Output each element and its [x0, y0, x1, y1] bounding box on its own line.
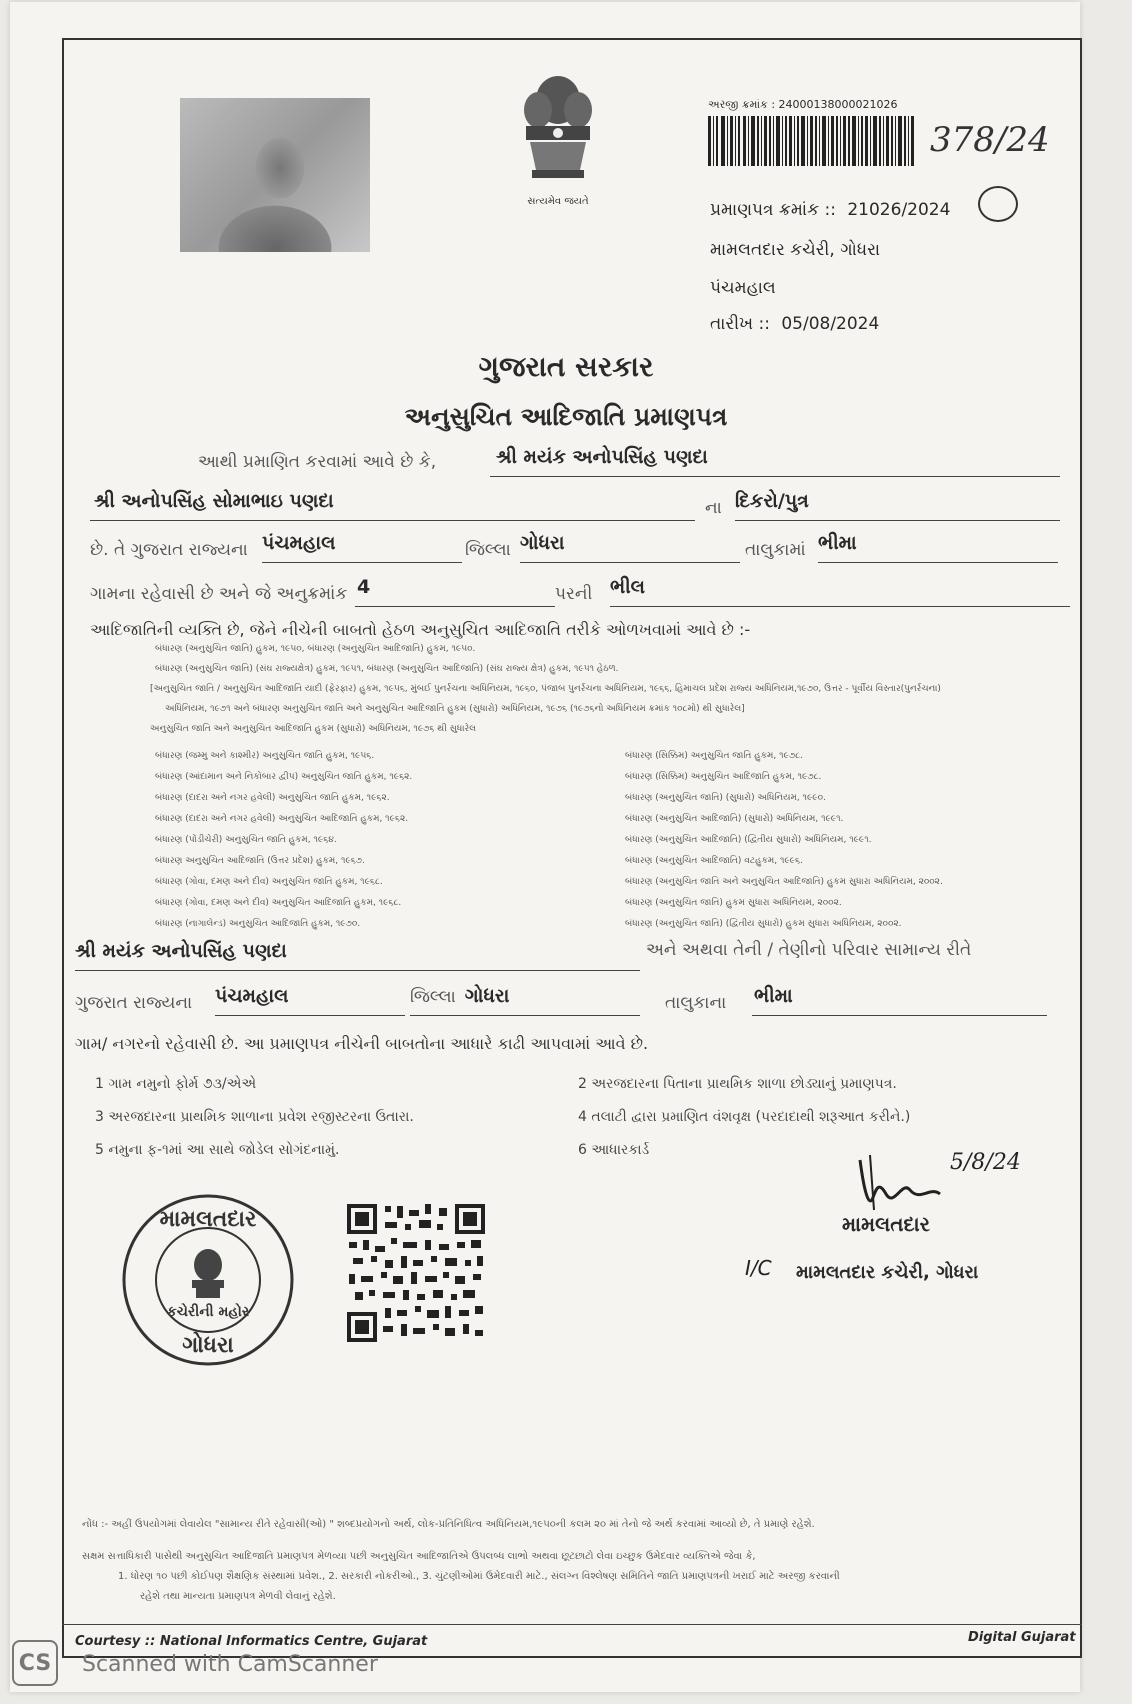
note-line: રહેશે તથા માન્યતા પ્રમાણપત્ર મેળવી લેવાનું રહેશે.: [140, 1591, 336, 1602]
camscanner-logo-icon: CS: [12, 1640, 58, 1686]
district: પંચમહાલ: [262, 532, 336, 554]
fine-line: બંધારણ (અનુસુચિત જાતિ) (સંઘ રાજ્યક્ષેત્ર) હુકમ, ૧૯૫૧, બંધારણ (અનુસુચિત આદિજાતિ) (સંઘ રાજ્ય ક્ષેત્ર) હુકમ, ૧૯૫૧ હેઠળ.: [155, 664, 619, 674]
handwritten-sign-date: 5/8/24: [950, 1150, 1021, 1175]
applicant-line: [490, 446, 1060, 477]
date-row: [710, 314, 879, 334]
taluka2-line: [410, 985, 640, 1016]
fine-line: અનુસુચિત જાતિ અને અનુસુચિત આદિજાતિ હુકમ (સુધારો) અધિનિયમ, ૧૯૭૬ થી સુધારેલ: [150, 724, 476, 734]
digital-gujarat-brand: Digital Gujarat: [968, 1630, 1076, 1645]
application-number-row: [708, 98, 898, 112]
talukana-label: તાલુકાના: [665, 993, 727, 1013]
handwritten-reference: 378/24: [930, 120, 1050, 160]
document-item: 4 તલાટી દ્વારા પ્રમાણિત વંશવૃક્ષ (પરદાદાથી શરૂઆત કરીને.): [578, 1109, 911, 1125]
fine-left-item: બંધારણ (દાદરા અને નગર હવેલી) અનુસુચિત આદિજાતિ હુકમ, ૧૯૬૨.: [155, 814, 409, 824]
taluka-2: ગોધરા: [464, 985, 510, 1007]
fine-left-item: બંધારણ અનુસુચિત આદિજાતિ (ઉત્તર પ્રદેશ) હુકમ, ૧૯૬૭.: [155, 856, 365, 866]
fine-line: [અનુસુચિત જાતિ / અનુસુચિત આદિજાતિ યાદી (ફેરફાર) હુકમ, ૧૯૫૬, મુંબઈ પુનર્રચના અધિનિયમ, ૧૯૬૦, પંજાબ પુનર્રચના અધિનિયમ, ૧૯૬૬, હિમાચલ પ્રદેશ રાજ્ય અધિનિયમ,૧૯૭૦, ઉત્તર - પૂર્વીય વિસ્તાર(પુનર્રચના): [150, 684, 941, 694]
state-prefix: છે. તે ગુજરાત રાજ્યના: [90, 540, 248, 560]
fine-right-item: બંધારણ (અનુસુચિત જાતિ) (દ્વિતીય સુધારો) હુકમ સુધારા અધિનિયમ, ૨૦૦૨.: [625, 919, 902, 929]
document-item: 1 ગામ નમુનો ફોર્મ ૭૩/એએ: [95, 1076, 257, 1092]
fine-left-item: બંધારણ (ગોવા, દમણ અને દીવ) અનુસુચિત આદિજાતિ હુકમ, ૧૯૬૮.: [155, 898, 402, 908]
document-item: 3 અરજદારના પ્રાથમિક શાળાના પ્રવેશ રજીસ્ટરના ઉતારા.: [95, 1109, 414, 1125]
emblem-motto: સત્યમેવ જયતે: [527, 196, 589, 207]
certificate-title: અનુસુચિત આદિજાતિ પ્રમાણપત્ર: [404, 402, 728, 431]
fine-left-item: બંધારણ (ગોવા, દમણ અને દીવ) અનુસુચિત જાતિ હુકમ, ૧૯૬૮.: [155, 877, 383, 887]
fine-right-item: બંધારણ (અનુસુચિત જાતિ) (સુધારો) અધિનિયમ, ૧૯૯૦.: [625, 793, 826, 803]
serial-line: [355, 576, 555, 607]
note-line: નોંધ :- અહીં ઉપયોગમાં લેવાયેલ "સામાન્ય રીતે રહેવાસી(ઓ) " શબ્દપ્રયોગનો અર્થ, લોક-પ્રતિનિધિત્વ અધિનિયમ,૧૯૫૦ની કલમ ૨૦ માં તેનો જે અર્થ કરવામાં આવ્યો છે, તે પ્રમાણે રહેશે.: [82, 1519, 815, 1530]
certificate-number-row: [710, 200, 950, 220]
jilla-label: જિલ્લા: [465, 540, 511, 560]
application-number: 24000138000021026: [778, 98, 898, 111]
office-seal-stamp: [118, 1190, 298, 1370]
fine-right-item: બંધારણ (સિક્કિમ) અનુસુચિત જાતિ હુકમ, ૧૯૭૮.: [625, 751, 803, 761]
basis-text: ગામ/ નગરનો રહેવાસી છે. આ પ્રમાણપત્ર નીચેની બાબતોના આધારે કાઢી આપવામાં આવે છે.: [75, 1034, 649, 1053]
courtesy-text: Courtesy :: National Informatics Centre, Gujarat: [75, 1634, 428, 1649]
applicant-photo: [180, 98, 370, 252]
district-2: પંચમહાલ: [215, 985, 289, 1007]
resident-text: ગામના રહેવાસી છે અને જે અનુક્રમાંક: [90, 584, 348, 604]
document-item: 2 અરજદારના પિતાના પ્રાથમિક શાળા છોડ્યાનું પ્રમાણપત્ર.: [578, 1076, 897, 1092]
document-item: 6 આધારકાર્ડ: [578, 1142, 650, 1158]
taluka: ગોધરા: [520, 532, 565, 554]
office-name: મામલતદાર કચેરી, ગોધરા: [710, 240, 881, 260]
fine-left-item: બંધારણ (પોંડીચેરી) અનુસુચિત જાતિ હુકમ, ૧૯૬૪.: [155, 835, 337, 845]
father-name: શ્રી અનોપસિંહ સોમાભાઇ પણદા: [94, 490, 334, 512]
certificate-number-label: પ્રમાણપત્ર ક્રમાંક ::: [710, 200, 836, 220]
application-number-label: અરજી ક્રમાંક :: [708, 98, 776, 111]
document-item: 5 નમુના ફ-૧માં આ સાથે જોડેલ સોગંદનામું.: [95, 1142, 340, 1158]
state-prefix-2: ગુજરાત રાજ્યના: [75, 993, 193, 1013]
parni-label: પરની: [555, 584, 593, 604]
government-title: ગુજરાત સરકાર: [478, 350, 654, 383]
fine-left-item: બંધારણ (નાગાલેન્ડ) અનુસુચિત આદિજાતિ હુકમ, ૧૯૭૦.: [155, 919, 361, 929]
village-line: [818, 532, 1058, 563]
father-line: [90, 490, 695, 521]
fine-right-item: બંધારણ (અનુસુચિત આદિજાતિ) વટહુકમ, ૧૯૯૬.: [625, 856, 803, 866]
relation-line: [735, 490, 1060, 521]
village2-line: [752, 985, 1047, 1016]
signatory-office: મામલતદાર કચેરી, ગોધરા: [796, 1262, 979, 1283]
district-line: [262, 532, 462, 563]
jilla-label-2: જિલ્લા: [410, 987, 456, 1007]
relation: દિકરો/પુત્ર: [735, 490, 809, 512]
district2-line: [215, 985, 405, 1016]
footer-divider: [62, 1624, 1082, 1625]
fine-left-item: બંધારણ (આંદામાન અને નિકોબાર દ્વીપ) અનુસુચિત જાતિ હુકમ, ૧૯૬૨.: [155, 772, 413, 782]
district-name: પંચમહાલ: [710, 278, 776, 298]
na-label: ના: [705, 498, 722, 518]
signatory-designation: મામલતદાર: [842, 1212, 930, 1236]
serial-number: 4: [357, 576, 371, 598]
fine-left-item: બંધારણ (દાદરા અને નગર હવેલી) અનુસુચિત જાતિ હુકમ, ૧૯૬૨.: [155, 793, 390, 803]
applicant-name-2: શ્રી મયંક અનોપસિંહ પણદા: [75, 940, 287, 962]
certificate-frame: [62, 38, 1082, 1658]
fine-right-item: બંધારણ (સિક્કિમ) અનુસુચિત આદિજાતિ હુકમ, ૧૯૭૮.: [625, 772, 822, 782]
barcode: [708, 116, 918, 166]
fine-right-item: બંધારણ (અનુસુચિત આદિજાતિ) (સુધારો) અધિનિયમ, ૧૯૯૧.: [625, 814, 844, 824]
note-line: 1. ધોરણ ૧૦ પછી કોઈપણ શૈક્ષણિક સંસ્થામાં પ્રવેશ., 2. સરકારી નોકરીઓ., 3. ચુંટણીઓમાં ઉમેદવારી માટે., સંલગ્ન વિશ્લેષણ સમિતિને જાતિ પ્રમાણપત્રની ખરાઈ માટે અરજી કરવાની: [118, 1571, 840, 1582]
family-text: અને અથવા તેની / તેણીનો પરિવાર સામાન્ય રીતે: [646, 940, 972, 960]
intro-text: આથી પ્રમાણિત કરવામાં આવે છે કે,: [198, 452, 437, 472]
date-label: તારીખ ::: [710, 314, 770, 334]
seal-top-text: મામલતદાર: [159, 1207, 257, 1232]
camscanner-watermark: Scanned with CamScanner: [82, 1652, 378, 1677]
certificate-number: 21026/2024: [847, 200, 951, 220]
applicant-name: શ્રી મયંક અનોપસિંહ પણદા: [496, 446, 708, 468]
tribe-line: [610, 576, 1070, 607]
tribe-name: ભીલ: [610, 576, 645, 598]
handwritten-circle-mark: [978, 186, 1018, 222]
qr-code: [345, 1202, 487, 1344]
seal-bottom-text: ગોધરા: [182, 1333, 234, 1358]
village-2: ભીમા: [754, 985, 793, 1007]
village: ભીમા: [818, 532, 857, 554]
fine-line: અધિનિયમ, ૧૯૭૧ અને બંધારણ અનુસુચિત જાતિ અને અનુસુચિત આદિજાતિ હુકમ (સુધારો) અધિનિયમ, ૧૯૭૬ (૧૯૭૬નો અધિનિયમ ક્રમાંક ૧૦૮મો) થી સુધારેલ]: [165, 704, 745, 714]
fine-right-item: બંધારણ (અનુસુચિત આદિજાતિ) (દ્વિતીય સુધારો) અધિનિયમ, ૧૯૯૧.: [625, 835, 872, 845]
issue-date: 05/08/2024: [781, 314, 880, 334]
taluka-line: [520, 532, 740, 563]
fine-right-item: બંધારણ (અનુસુચિત જાતિ અને અનુસુચિત આદિજાતિ) હુકમ સુધારા અધિનિયમ, ૨૦૦૨.: [625, 877, 943, 887]
fine-line: બંધારણ (અનુસુચિત જાતિ) હુકમ, ૧૯૫૦, બંધારણ (અનુસુચિત આદિજાતિ) હુકમ, ૧૯૫૦.: [155, 644, 476, 654]
seal-middle-text: કચેરીની મહોર: [166, 1304, 250, 1320]
applicant2-line: [75, 940, 640, 971]
fine-left-item: બંધારણ (જમ્મુ અને કાશ્મીર) અનુસુચિત જાતિ હુકમ, ૧૯૫૬.: [155, 751, 375, 761]
signatory-initials: I/C: [745, 1256, 772, 1280]
talukama-label: તાલુકામાં: [745, 540, 806, 560]
fine-right-item: બંધારણ (અનુસુચિત જાતિ) હુકમ સુધારા અધિનિયમ, ૨૦૦૨.: [625, 898, 842, 908]
tribe-recognition-text: આદિજાતિની વ્યક્તિ છે, જેને નીચેની બાબતો હેઠળ અનુસુચિત આદિજાતિ તરીકે ઓળખવામાં આવે છે :-: [90, 620, 751, 639]
note-line: સક્ષમ સત્તાધિકારી પાસેથી અનુસુચિત આદિજાતિ પ્રમાણપત્ર મેળવ્યા પછી અનુસુચિત આદિજાતિએ ઉપલબ્ધ લાભો અથવા છૂટછાટો લેવા ઇચ્છુક ઉમેદવાર વ્યક્તિએ જેવા કે,: [82, 1551, 756, 1562]
